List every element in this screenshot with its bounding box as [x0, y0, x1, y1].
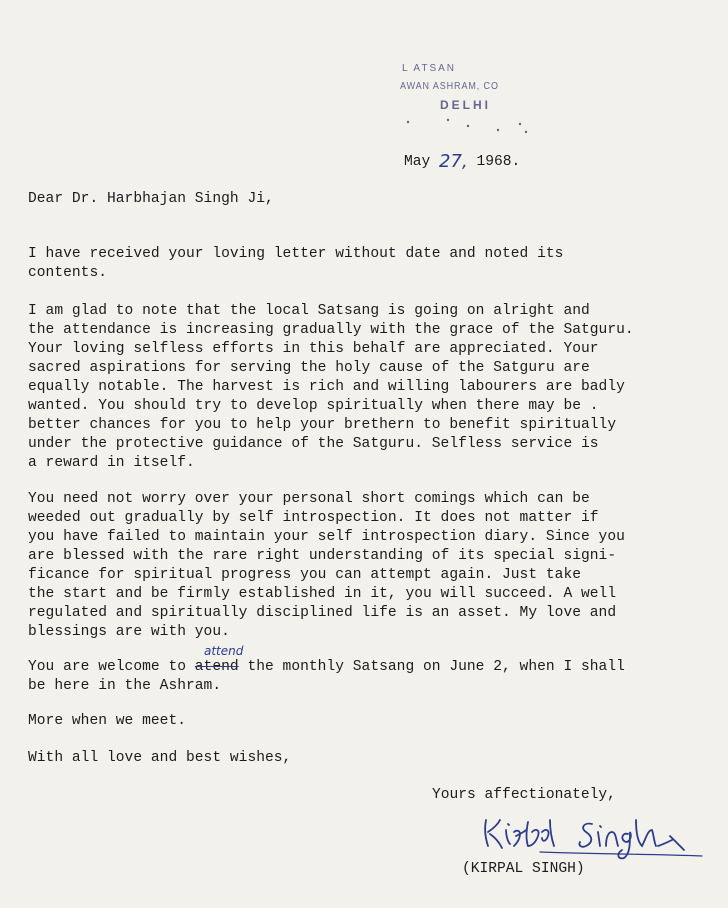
handwritten-correction: attend — [204, 644, 244, 658]
paragraph-2-line: Your loving selfless efforts in this behalf are appreciated. Your — [28, 341, 599, 357]
paragraph-1-line: contents. — [28, 265, 107, 281]
closing-line: Yours affectionately, — [432, 787, 616, 803]
paragraph-4-pre: You are welcome to — [28, 659, 195, 675]
paragraph-1-line: I have received your loving letter without date and noted its — [28, 246, 564, 262]
paragraph-2-line: I am glad to note that the local Satsang is going on alright and — [28, 303, 590, 319]
paragraph-3-line: you have failed to maintain your self introspection diary. Since you — [28, 529, 625, 545]
paragraph-5: More when we meet. — [28, 713, 186, 729]
stamp-dots — [402, 116, 532, 136]
date-month: May — [404, 154, 431, 170]
salutation: Dear Dr. Harbhajan Singh Ji, — [28, 191, 274, 207]
paragraph-3-line: are blessed with the rare right understanding of its special signi- — [28, 548, 617, 564]
paragraph-2-line: equally notable. The harvest is rich and willing labourers are badly — [28, 379, 625, 395]
paragraph-2-line: under the protective guidance of the Satguru. Selfless service is — [28, 436, 599, 452]
handwritten-signature — [480, 806, 710, 866]
paragraph-2-line: better chances for you to help your brethern to benefit spiritually — [28, 417, 617, 433]
paragraph-3-line: weeded out gradually by self introspection. It does not matter if — [28, 510, 599, 526]
paragraph-4-line — [28, 658, 625, 677]
stamp-line-3: DELHI — [440, 98, 491, 112]
paragraph-2-line: wanted. You should try to develop spiritually when there may be . — [28, 398, 599, 414]
stamp-line-2: AWAN ASHRAM, CO — [400, 81, 499, 92]
paragraph-6: With all love and best wishes, — [28, 750, 292, 766]
struck-word: atend — [194, 659, 239, 675]
stamp-line-1: L ATSAN — [402, 63, 457, 74]
paragraph-3-line: You need not worry over your personal short comings which can be — [28, 491, 590, 507]
paragraph-4-line: be here in the Ashram. — [28, 678, 222, 694]
letter-date — [404, 150, 520, 172]
paragraph-2-line: sacred aspirations for serving the holy cause of the Satguru are — [28, 360, 590, 376]
paragraph-2-line: the attendance is increasing gradually with the grace of the Satguru. — [28, 322, 634, 338]
typed-name: (KIRPAL SINGH) — [462, 861, 585, 877]
paragraph-3-line: the start and be firmly established in it, you will succeed. A well — [28, 586, 617, 602]
paragraph-3-line: ficance for spiritual progress you can attempt again. Just take — [28, 567, 581, 583]
paragraph-4-post: the monthly Satsang on June 2, when I shall — [238, 659, 625, 675]
paragraph-3-line: regulated and spiritually disciplined life is an asset. My love and — [28, 605, 617, 621]
paragraph-3-line: blessings are with you. — [28, 624, 230, 640]
date-day-handwritten: 27, — [439, 151, 468, 172]
paragraph-2-line: a reward in itself. — [28, 455, 195, 471]
ashram-stamp — [398, 58, 548, 138]
date-year: 1968. — [476, 154, 521, 170]
